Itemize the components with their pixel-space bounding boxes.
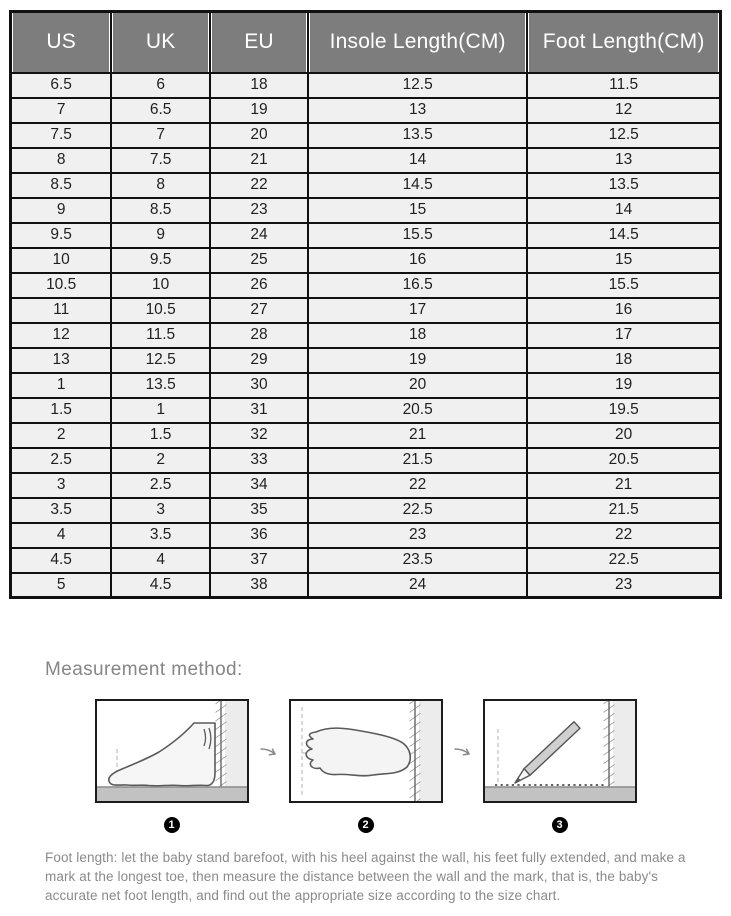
illustration-foot-side-view bbox=[95, 699, 249, 803]
size-cell: 1 bbox=[111, 398, 210, 423]
size-cell: 19 bbox=[210, 98, 308, 123]
next-step-arrow-icon bbox=[259, 743, 279, 759]
size-cell: 6 bbox=[111, 73, 210, 98]
table-row bbox=[11, 348, 721, 373]
size-cell: 12.5 bbox=[308, 73, 527, 98]
size-cell: 11.5 bbox=[527, 73, 720, 98]
table-row bbox=[11, 298, 721, 323]
size-cell: 4 bbox=[111, 548, 210, 573]
table-row bbox=[11, 398, 721, 423]
size-cell: 23.5 bbox=[308, 548, 527, 573]
size-cell: 9 bbox=[111, 223, 210, 248]
size-cell: 8.5 bbox=[111, 198, 210, 223]
size-cell: 12.5 bbox=[111, 348, 210, 373]
pencil-mark-icon bbox=[485, 701, 635, 801]
table-row bbox=[11, 498, 721, 523]
size-cell: 18 bbox=[210, 73, 308, 98]
size-cell: 35 bbox=[210, 498, 308, 523]
column-header-uk: UK bbox=[111, 12, 210, 73]
size-cell: 28 bbox=[210, 323, 308, 348]
table-row bbox=[11, 548, 721, 573]
size-cell: 8 bbox=[111, 173, 210, 198]
table-row bbox=[11, 523, 721, 548]
foot-top-view-icon bbox=[291, 701, 441, 801]
size-cell: 13.5 bbox=[308, 123, 527, 148]
size-cell: 1.5 bbox=[11, 398, 112, 423]
size-cell: 15.5 bbox=[527, 273, 720, 298]
size-cell: 14.5 bbox=[308, 173, 527, 198]
table-row bbox=[11, 98, 721, 123]
table-row bbox=[11, 423, 721, 448]
size-cell: 4 bbox=[11, 523, 112, 548]
size-cell: 32 bbox=[210, 423, 308, 448]
size-cell: 9.5 bbox=[11, 223, 112, 248]
size-cell: 13.5 bbox=[111, 373, 210, 398]
step-number-row bbox=[0, 817, 731, 833]
next-step-arrow-icon bbox=[453, 743, 473, 759]
table-row bbox=[11, 573, 721, 598]
step-cell bbox=[483, 817, 637, 833]
table-row bbox=[11, 273, 721, 298]
size-cell: 11.5 bbox=[111, 323, 210, 348]
size-cell: 5 bbox=[11, 573, 112, 598]
size-cell: 4.5 bbox=[11, 548, 112, 573]
table-row bbox=[11, 198, 721, 223]
size-cell: 20.5 bbox=[308, 398, 527, 423]
size-cell: 10 bbox=[11, 248, 112, 273]
size-cell: 7 bbox=[111, 123, 210, 148]
table-row bbox=[11, 373, 721, 398]
table-row bbox=[11, 223, 721, 248]
table-row bbox=[11, 248, 721, 273]
size-cell: 24 bbox=[210, 223, 308, 248]
size-cell: 20 bbox=[527, 423, 720, 448]
size-cell: 30 bbox=[210, 373, 308, 398]
size-cell: 14 bbox=[308, 148, 527, 173]
step-3-badge: 3 bbox=[552, 817, 568, 833]
size-cell: 21 bbox=[527, 473, 720, 498]
size-cell: 17 bbox=[527, 323, 720, 348]
size-cell: 21 bbox=[210, 148, 308, 173]
size-cell: 13 bbox=[308, 98, 527, 123]
size-cell: 13 bbox=[527, 148, 720, 173]
column-header-foot: Foot Length(CM) bbox=[527, 12, 720, 73]
size-cell: 33 bbox=[210, 448, 308, 473]
size-cell: 2 bbox=[111, 448, 210, 473]
size-cell: 22.5 bbox=[527, 548, 720, 573]
size-cell: 22 bbox=[210, 173, 308, 198]
size-cell: 23 bbox=[308, 523, 527, 548]
size-cell: 7.5 bbox=[111, 148, 210, 173]
size-cell: 9 bbox=[11, 198, 112, 223]
measurement-method-heading: Measurement method: bbox=[45, 659, 243, 680]
size-cell: 22.5 bbox=[308, 498, 527, 523]
size-cell: 2 bbox=[11, 423, 112, 448]
size-table-header bbox=[11, 12, 721, 73]
size-cell: 12 bbox=[11, 323, 112, 348]
column-header-eu: EU bbox=[210, 12, 308, 73]
size-cell: 4.5 bbox=[111, 573, 210, 598]
size-cell: 10.5 bbox=[111, 298, 210, 323]
illustration-pencil-mark bbox=[483, 699, 637, 803]
size-cell: 37 bbox=[210, 548, 308, 573]
table-row bbox=[11, 473, 721, 498]
size-cell: 16.5 bbox=[308, 273, 527, 298]
size-cell: 12.5 bbox=[527, 123, 720, 148]
size-cell: 26 bbox=[210, 273, 308, 298]
foot-length-instructions: Foot length: let the baby stand barefoot, with his heel against the wall, his feet fully extended, and make a mark at the longest toe, then measure the distance between the wall and the mark, that is, the baby's accurate net foot length, and find out the appropriate size according to the size chart. bbox=[45, 850, 686, 903]
size-cell: 12 bbox=[527, 98, 720, 123]
column-header-insole: Insole Length(CM) bbox=[308, 12, 527, 73]
arrow-gap bbox=[443, 743, 483, 759]
size-cell: 22 bbox=[308, 473, 527, 498]
size-cell: 6.5 bbox=[111, 98, 210, 123]
size-cell: 14 bbox=[527, 198, 720, 223]
size-cell: 23 bbox=[527, 573, 720, 598]
size-cell: 3.5 bbox=[11, 498, 112, 523]
size-table-body bbox=[11, 73, 721, 598]
step-cell bbox=[95, 817, 249, 833]
size-cell: 20.5 bbox=[527, 448, 720, 473]
table-row bbox=[11, 73, 721, 98]
illustration-foot-top-view bbox=[289, 699, 443, 803]
foot-side-view-icon bbox=[97, 701, 247, 801]
column-header-us: US bbox=[11, 12, 112, 73]
size-cell: 21 bbox=[308, 423, 527, 448]
table-row bbox=[11, 173, 721, 198]
size-cell: 25 bbox=[210, 248, 308, 273]
size-cell: 3 bbox=[11, 473, 112, 498]
size-cell: 29 bbox=[210, 348, 308, 373]
size-cell: 20 bbox=[308, 373, 527, 398]
size-cell: 15 bbox=[308, 198, 527, 223]
table-row bbox=[11, 323, 721, 348]
size-cell: 20 bbox=[210, 123, 308, 148]
size-cell: 13.5 bbox=[527, 173, 720, 198]
size-cell: 23 bbox=[210, 198, 308, 223]
size-cell: 19.5 bbox=[527, 398, 720, 423]
size-cell: 1.5 bbox=[111, 423, 210, 448]
size-conversion-table bbox=[9, 10, 722, 599]
size-cell: 21.5 bbox=[308, 448, 527, 473]
size-cell: 31 bbox=[210, 398, 308, 423]
size-cell: 16 bbox=[527, 298, 720, 323]
step-2-badge: 2 bbox=[358, 817, 374, 833]
size-cell: 8 bbox=[11, 148, 112, 173]
size-cell: 21.5 bbox=[527, 498, 720, 523]
size-cell: 18 bbox=[527, 348, 720, 373]
arrow-gap bbox=[249, 743, 289, 759]
size-cell: 2.5 bbox=[111, 473, 210, 498]
table-row bbox=[11, 123, 721, 148]
size-cell: 19 bbox=[527, 373, 720, 398]
size-cell: 19 bbox=[308, 348, 527, 373]
size-cell: 27 bbox=[210, 298, 308, 323]
size-cell: 10 bbox=[111, 273, 210, 298]
size-cell: 6.5 bbox=[11, 73, 112, 98]
size-cell: 34 bbox=[210, 473, 308, 498]
size-cell: 15.5 bbox=[308, 223, 527, 248]
size-cell: 7.5 bbox=[11, 123, 112, 148]
size-cell: 13 bbox=[11, 348, 112, 373]
size-cell: 17 bbox=[308, 298, 527, 323]
size-cell: 8.5 bbox=[11, 173, 112, 198]
size-cell: 22 bbox=[527, 523, 720, 548]
measurement-illustrations bbox=[0, 699, 731, 803]
size-cell: 38 bbox=[210, 573, 308, 598]
size-cell: 2.5 bbox=[11, 448, 112, 473]
size-cell: 15 bbox=[527, 248, 720, 273]
size-cell: 16 bbox=[308, 248, 527, 273]
size-cell: 7 bbox=[11, 98, 112, 123]
table-row bbox=[11, 448, 721, 473]
step-1-badge: 1 bbox=[164, 817, 180, 833]
size-cell: 18 bbox=[308, 323, 527, 348]
step-cell bbox=[289, 817, 443, 833]
size-cell: 3 bbox=[111, 498, 210, 523]
size-cell: 10.5 bbox=[11, 273, 112, 298]
table-row bbox=[11, 148, 721, 173]
size-cell: 11 bbox=[11, 298, 112, 323]
size-cell: 1 bbox=[11, 373, 112, 398]
size-cell: 9.5 bbox=[111, 248, 210, 273]
size-cell: 14.5 bbox=[527, 223, 720, 248]
size-cell: 24 bbox=[308, 573, 527, 598]
header-row bbox=[11, 12, 721, 73]
size-cell: 36 bbox=[210, 523, 308, 548]
size-cell: 3.5 bbox=[111, 523, 210, 548]
